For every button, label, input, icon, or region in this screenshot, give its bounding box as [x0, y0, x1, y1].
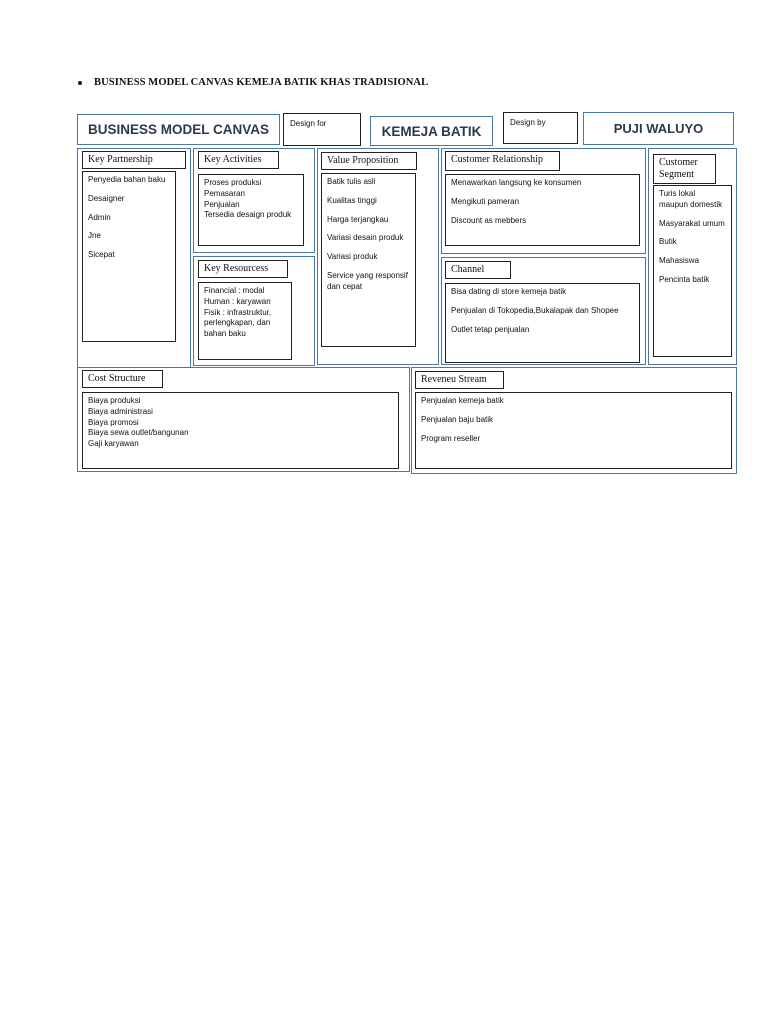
list-item: Mahasiswa	[659, 256, 700, 266]
channel-heading: Channel	[445, 261, 511, 279]
bullet-icon	[78, 81, 82, 85]
channel-list	[445, 283, 640, 363]
list-item: Biaya administrasi	[88, 406, 153, 416]
customer-segment-list	[653, 185, 732, 357]
customer-relationship-heading: Customer Relationship	[445, 151, 560, 171]
list-item: Gaji karyawan	[88, 439, 139, 449]
list-item: Pemasaran	[204, 188, 245, 198]
list-item: Biaya promosi	[88, 417, 139, 427]
list-item: Variasi produk	[327, 252, 378, 262]
list-item: Admin	[88, 212, 111, 222]
revenue-stream-heading: Reveneu Stream	[415, 371, 504, 389]
value-proposition-heading: Value Proposition	[321, 152, 417, 170]
list-item: Variasi desain produk	[327, 233, 404, 243]
list-item: Pencinta batik	[659, 274, 710, 284]
cost-structure-heading: Cost Structure	[82, 370, 163, 388]
list-item: Program reseller	[421, 433, 481, 443]
list-item: Financial : modal	[204, 286, 265, 295]
list-item: Kualitas tinggi	[327, 195, 377, 205]
revenue-stream-list	[415, 392, 732, 469]
canvas-title: BUSINESS MODEL CANVAS	[77, 114, 280, 145]
key-partnership-list	[82, 171, 176, 342]
list-item: Harga terjangkau	[327, 214, 389, 224]
list-item: Penjualan baju batik	[421, 414, 494, 424]
list-item: Human : karyawan	[204, 296, 271, 306]
list-item: Discount as mebbers	[451, 215, 527, 225]
list-item: Fisik : infrastruktur, perlengkapan, dan bahan baku	[204, 307, 272, 339]
list-item: Turis lokal maupun domestik	[659, 189, 723, 209]
design-by-value: PUJI WALUYO	[583, 112, 734, 145]
list-item: Jne	[88, 231, 101, 241]
list-item: Masyarakat umum	[659, 218, 725, 228]
list-item: Penjualan di Tokopedia,Bukalapak dan Shopee	[451, 305, 619, 315]
list-item: Sicepat	[88, 250, 115, 260]
list-item: Biaya produksi	[88, 396, 141, 405]
customer-relationship-list	[445, 174, 640, 246]
list-item: Biaya sewa outlet/bangunan	[88, 428, 189, 438]
list-item: Butik	[659, 237, 677, 247]
design-by-label: Design by	[503, 112, 578, 144]
list-item: Service yang responsif dan cepat	[327, 270, 408, 291]
value-proposition-list	[321, 173, 416, 347]
key-resources-list	[198, 282, 292, 360]
list-item: Penjualan kemeja batik	[421, 396, 504, 405]
list-item: Bisa dating di store kemeja batik	[451, 287, 567, 296]
list-item: Batik tulis asli	[327, 177, 376, 186]
list-item: Mengikuti pameran	[451, 196, 520, 206]
list-item: Proses produksi	[204, 178, 262, 187]
list-item: Desaigner	[88, 193, 125, 203]
list-item: Outlet tetap penjualan	[451, 324, 530, 334]
design-for-value: KEMEJA BATIK	[370, 116, 493, 146]
list-item: Penjualan	[204, 199, 240, 209]
list-item: Penyedia bahan baku	[88, 175, 166, 184]
cost-structure-list	[82, 392, 399, 469]
customer-segment-heading: Customer Segment	[653, 154, 716, 184]
design-for-label: Design for	[283, 113, 361, 146]
key-activities-list	[198, 174, 304, 246]
list-item: Tersedia desaign produk	[204, 210, 292, 220]
key-activities-heading: Key Activities	[198, 151, 279, 169]
key-partnership-heading: Key Partnership	[82, 151, 186, 169]
list-item: Menawarkan langsung ke konsumen	[451, 178, 582, 187]
key-resources-heading: Key Resourcess	[198, 260, 288, 278]
document-heading: BUSINESS MODEL CANVAS KEMEJA BATIK KHAS TRADISIONAL	[78, 77, 428, 88]
